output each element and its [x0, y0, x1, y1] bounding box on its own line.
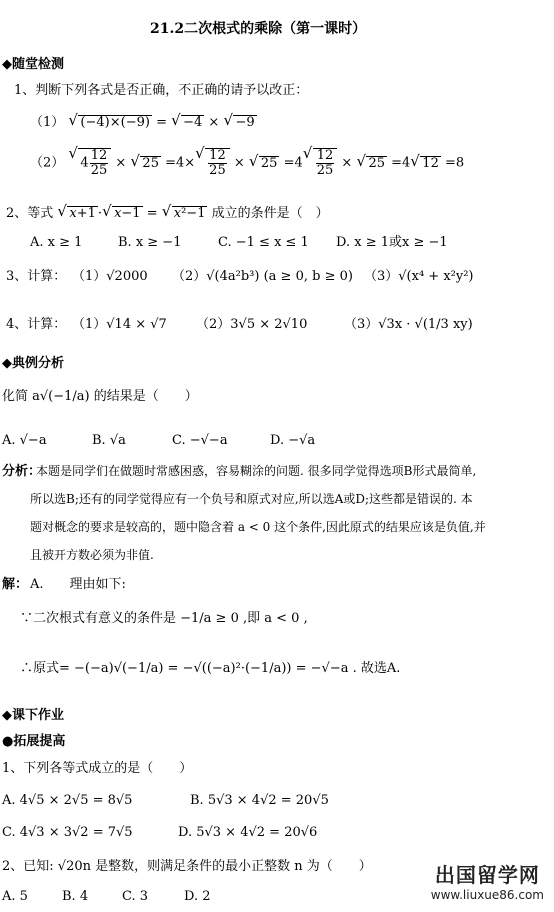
example-option-a[interactable]: A. √−a [2, 433, 47, 448]
page-title: 21.2二次根式的乘除（第一课时） [150, 21, 367, 37]
homework-2-option-c[interactable]: C. 3 [122, 889, 149, 904]
section-heading-extension: ●拓展提高 [2, 734, 66, 749]
question-4-item-1: （1）√14 × √7 [72, 317, 167, 332]
section-heading-example: ◆典例分析 [2, 356, 64, 371]
solution-label: 解： [2, 577, 29, 592]
question-3-label: 3、计算： [6, 269, 67, 284]
solution-because: ∵二次根式有意义的条件是 −1/a ≥ 0 ,即 a < 0 , [20, 611, 308, 626]
homework-1-option-b[interactable]: B. 5√3 × 4√2 = 20√5 [190, 793, 329, 808]
question-3-item-3: （3）√(x⁴ + x²y²) [364, 269, 474, 284]
watermark-logo [431, 859, 544, 902]
question-3-item-1: （1）√2000 [72, 269, 148, 284]
question-2-option-b[interactable]: B. x ≥ −1 [118, 235, 182, 250]
analysis-line-4: 且被开方数必须为非值. [30, 548, 154, 562]
question-4-label: 4、计算： [6, 317, 67, 332]
example-option-c[interactable]: C. −√−a [172, 433, 228, 448]
homework-2-option-a[interactable]: A. 5 [2, 889, 28, 904]
example-option-d[interactable]: D. −√a [270, 433, 316, 448]
analysis-line-3: 题对概念的要求是较高的，题中隐含着 a < 0 这个条件,因此原式的结果应该是负值,并 [30, 520, 486, 534]
question-1b: （2） √ 4 $\frac{12}{25}$ × √ 25 =4× √ $\frac{12}{25}$ × √ 25 =4 √ $\frac{12}{25}$ × √ 25 =4√ 12 =8 [30, 148, 464, 177]
homework-2-option-d[interactable]: D. 2 [184, 889, 211, 904]
section-heading-quiz: ◆随堂检测 [2, 57, 64, 72]
question-2-option-d[interactable]: D. x ≥ 1或x ≥ −1 [336, 235, 448, 250]
analysis-line-2: 所以选B;还有的同学觉得应有一个负号和原式对应,所以选A或D;这些都是错误的. 本 [30, 492, 473, 506]
homework-1-option-c[interactable]: C. 4√3 × 3√2 = 7√5 [2, 825, 133, 840]
solution-answer: A. 理由如下: [30, 577, 126, 592]
solution-therefore: ∴原式= −(−a)√(−1/a) = −√((−a)²·(−1/a)) = −√−a . 故选A. [20, 661, 401, 676]
question-4-item-2: （2）3√5 × 2√10 [196, 317, 308, 332]
question-2-text: 2、等式 √ x+1 ·√ x−1 = √ x²−1 成立的条件是（ ） [6, 206, 329, 220]
question-1-text: 1、判断下列各式是否正确，不正确的请予以改正： [14, 83, 309, 98]
example-option-b[interactable]: B. √a [92, 433, 126, 448]
homework-2-text: 2、已知: √20n 是整数，则满足条件的最小正整数 n 为（ ） [2, 859, 372, 874]
analysis-line-1: 本题是同学们在做题时常感困惑，容易糊涂的问题. 很多同学觉得选项B形式最简单, [36, 464, 477, 478]
example-question: 化简 a√(−1/a) 的结果是（ ） [2, 389, 198, 404]
homework-1-option-d[interactable]: D. 5√3 × 4√2 = 20√6 [178, 825, 318, 840]
question-1a: （1） √ (−4)×(−9) = √ −4 × √ −9 [30, 115, 257, 129]
section-heading-homework: ◆课下作业 [2, 708, 64, 723]
homework-2-option-b[interactable]: B. 4 [62, 889, 89, 904]
question-4-item-3: （3）√3x · √(1/3 xy) [344, 317, 473, 332]
question-2-option-a[interactable]: A. x ≥ 1 [30, 235, 83, 250]
question-1a-label: （1） [30, 115, 65, 130]
watermark-url: www.liuxue86.com [430, 888, 544, 902]
watermark-title: 出国留学网 [434, 863, 540, 887]
question-1b-label: （2） [30, 155, 65, 171]
homework-1-text: 1、下列各等式成立的是（ ） [2, 761, 193, 776]
analysis-label: 分析： [2, 464, 42, 479]
question-2-option-c[interactable]: C. −1 ≤ x ≤ 1 [218, 235, 309, 250]
question-3-item-2: （2）√(4a²b³) (a ≥ 0, b ≥ 0) [172, 269, 353, 284]
homework-1-option-a[interactable]: A. 4√5 × 2√5 = 8√5 [2, 793, 133, 808]
